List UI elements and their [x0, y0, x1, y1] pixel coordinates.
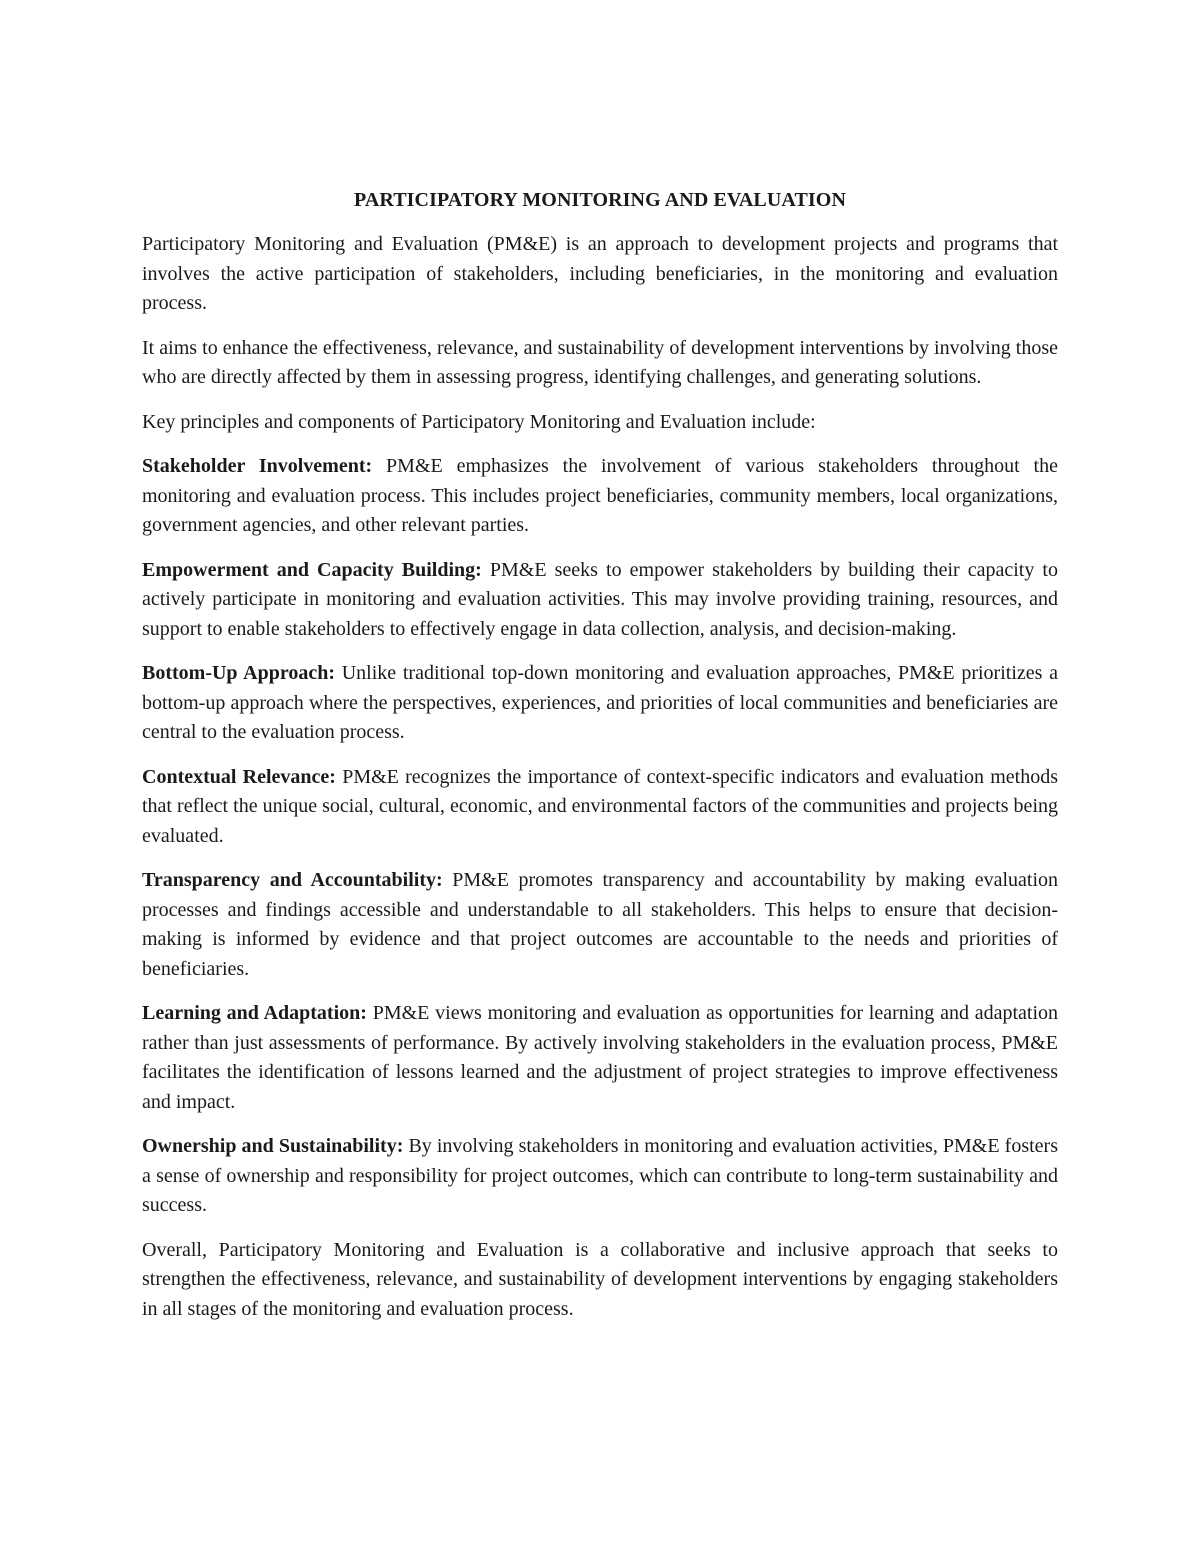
principle-heading: Ownership and Sustainability: — [142, 1135, 404, 1157]
principle-text: PM&E promotes transparency and accountability by making evaluation processes and findings accessible and understandable to all stakeholders. This helps to ensure that decision-making is informed by evidence and that project outcomes are accountable to the needs and priorities of beneficiaries. — [142, 869, 1058, 980]
principle-heading: Contextual Relevance: — [142, 765, 336, 788]
principle-text: Unlike traditional top-down monitoring and evaluation approaches, PM&E prioritizes a bottom-up approach where the perspectives, experiences, and priorities of local communities and beneficiaries are central to the evaluation process. — [142, 662, 1058, 743]
principle-text: PM&E emphasizes the involvement of various stakeholders throughout the monitoring and evaluation process. This includes project beneficiaries, community members, local organizations, government agencies, and other relevant parties. — [142, 455, 1058, 536]
principle-text: PM&E views monitoring and evaluation as opportunities for learning and adaptation rather than just assessments of performance. By actively involving stakeholders in the evaluation process, PM&E facilitates the identification of lessons learned and the adjustment of project strategies to improve effectiveness and impact. — [142, 1002, 1059, 1113]
principle-heading: Learning and Adaptation: — [142, 1002, 367, 1024]
principle-heading: Transparency and Accountability: — [142, 869, 443, 891]
document-title: PARTICIPATORY MONITORING AND EVALUATION — [354, 189, 846, 211]
principle-stakeholder-involvement — [142, 452, 1058, 541]
principles-intro-paragraph: Key principles and components of Participatory Monitoring and Evaluation include: — [142, 410, 816, 433]
document-page — [142, 184, 1058, 1339]
principle-transparency — [142, 866, 1058, 984]
principle-heading: Empowerment and Capacity Building: — [142, 558, 482, 581]
aims-paragraph: It aims to enhance the effectiveness, relevance, and sustainability of development interventions by involving those who are directly affected by them in assessing progress, identifying challenges, and generating solutions. — [142, 336, 1058, 388]
principle-empowerment — [142, 556, 1058, 645]
principle-bottom-up — [142, 659, 1058, 748]
principle-heading: Bottom-Up Approach: — [142, 662, 336, 684]
principle-contextual-relevance — [142, 763, 1058, 852]
principle-text: By involving stakeholders in monitoring and evaluation activities, PM&E fosters a sense of ownership and responsibility for project outcomes, which can contribute to long-term sustainability and success. — [142, 1135, 1058, 1216]
intro-paragraph: Participatory Monitoring and Evaluation (PM&E) is an approach to development projects and programs that involves the active participation of stakeholders, including beneficiaries, in the monitoring and evaluation process. — [142, 233, 1058, 314]
principle-ownership — [142, 1132, 1058, 1221]
principle-learning — [142, 999, 1058, 1117]
principle-heading: Stakeholder Involvement: — [142, 455, 373, 477]
principle-text: PM&E seeks to empower stakeholders by building their capacity to actively participate in monitoring and evaluation activities. This may involve providing training, resources, and support to enable stakeholders to effectively engage in data collection, analysis, and decision-making. — [142, 558, 1058, 640]
conclusion-paragraph: Overall, Participatory Monitoring and Evaluation is a collaborative and inclusive approach that seeks to strengthen the effectiveness, relevance, and sustainability of development interventions by engaging stakeholders in all stages of the monitoring and evaluation process. — [142, 1238, 1058, 1320]
principle-text: PM&E recognizes the importance of context-specific indicators and evaluation methods that reflect the unique social, cultural, economic, and environmental factors of the communities and projects being evaluated. — [142, 765, 1059, 847]
